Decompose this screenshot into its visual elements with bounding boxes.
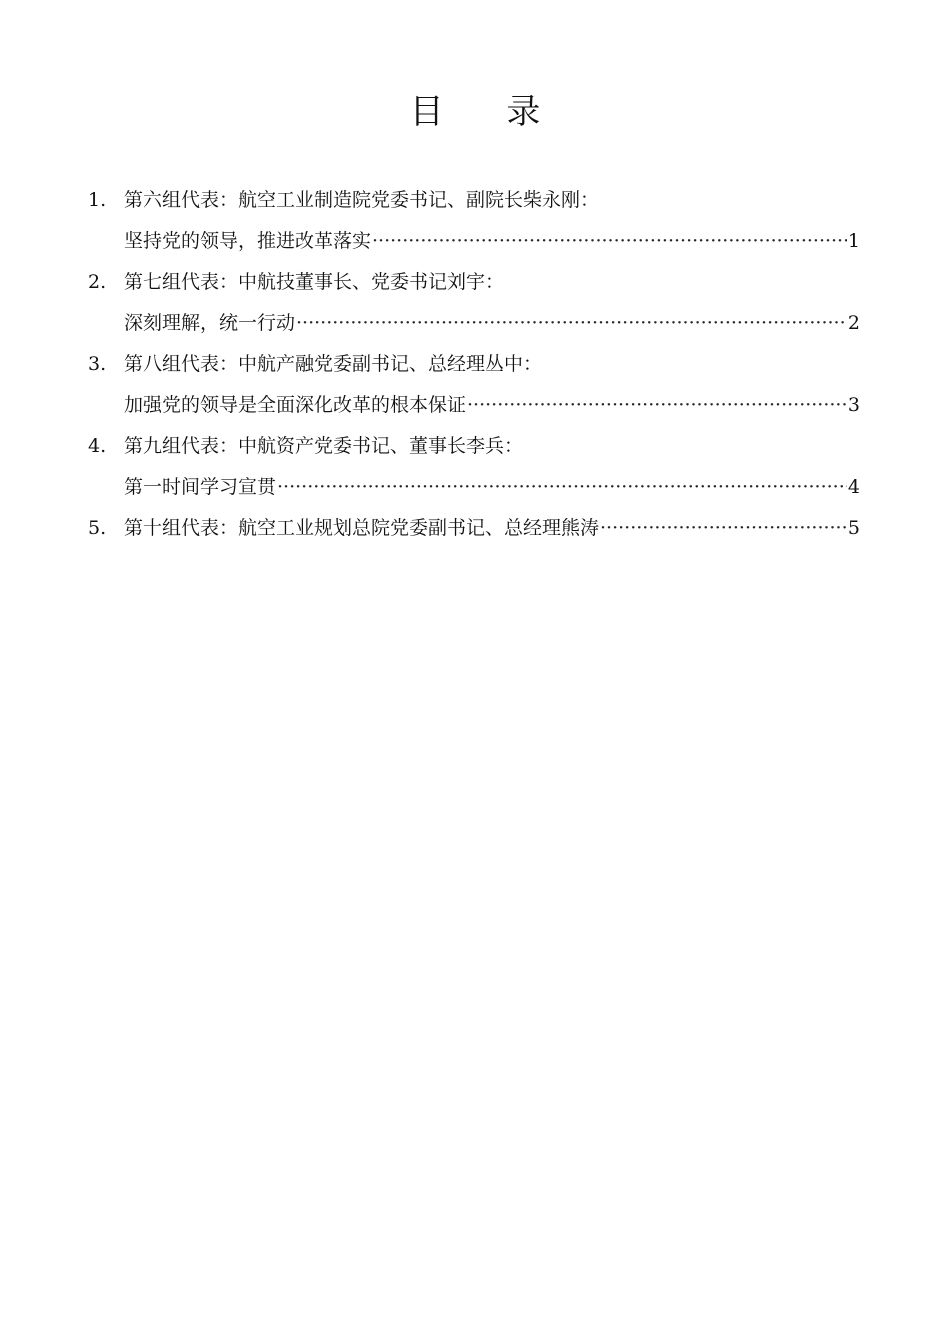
- toc-entry-heading: 第六组代表：航空工业制造院党委书记、副院长柴永刚：: [124, 189, 600, 211]
- toc-entry-3-heading[interactable]: [88, 344, 860, 385]
- toc-entry-heading: 第七组代表：中航技董事长、党委书记刘宇：: [124, 271, 505, 293]
- toc-entry-4-heading[interactable]: [88, 426, 860, 467]
- toc-title: 目 录: [409, 92, 567, 132]
- toc-page-number: 5: [847, 517, 860, 539]
- toc-entry-number: 5.: [88, 517, 107, 539]
- toc-page-number: 4: [847, 476, 860, 498]
- toc-entry-subtitle: 深刻理解，统一行动: [124, 312, 296, 334]
- toc-entry-subtitle: 加强党的领导是全面深化改革的根本保证: [124, 394, 467, 416]
- toc-entry-4-subtitle[interactable]: [88, 467, 860, 508]
- table-of-contents: [88, 180, 860, 549]
- toc-entry-number: 1.: [88, 189, 107, 211]
- dot-leader: [467, 385, 847, 426]
- toc-entry-2-subtitle[interactable]: [88, 303, 860, 344]
- toc-entry-2-heading[interactable]: [88, 262, 860, 303]
- toc-page-number: 1: [847, 230, 860, 252]
- dot-leader: [296, 303, 847, 344]
- toc-entry-number: 4.: [88, 435, 107, 457]
- toc-page-number: 2: [847, 312, 860, 334]
- toc-entry-1-subtitle[interactable]: [88, 221, 860, 262]
- toc-entry-heading: 第八组代表：中航产融党委副书记、总经理丛中：: [124, 353, 543, 375]
- toc-page-number: 3: [847, 394, 860, 416]
- toc-entry-number: 2.: [88, 271, 107, 293]
- toc-entry-heading: 第九组代表：中航资产党委书记、董事长李兵：: [124, 435, 524, 457]
- toc-entry-subtitle: 第一时间学习宣贯: [124, 476, 277, 498]
- toc-entry-3-subtitle[interactable]: [88, 385, 860, 426]
- toc-entry-5-heading[interactable]: [88, 508, 860, 549]
- toc-entry-1-heading[interactable]: [88, 180, 860, 221]
- dot-leader: [600, 508, 847, 549]
- toc-entry-heading: 第十组代表：航空工业规划总院党委副书记、总经理熊涛: [124, 517, 600, 539]
- dot-leader: [372, 221, 847, 262]
- toc-entry-number: 3.: [88, 353, 107, 375]
- dot-leader: [277, 467, 847, 508]
- toc-entry-subtitle: 坚持党的领导，推进改革落实: [124, 230, 372, 252]
